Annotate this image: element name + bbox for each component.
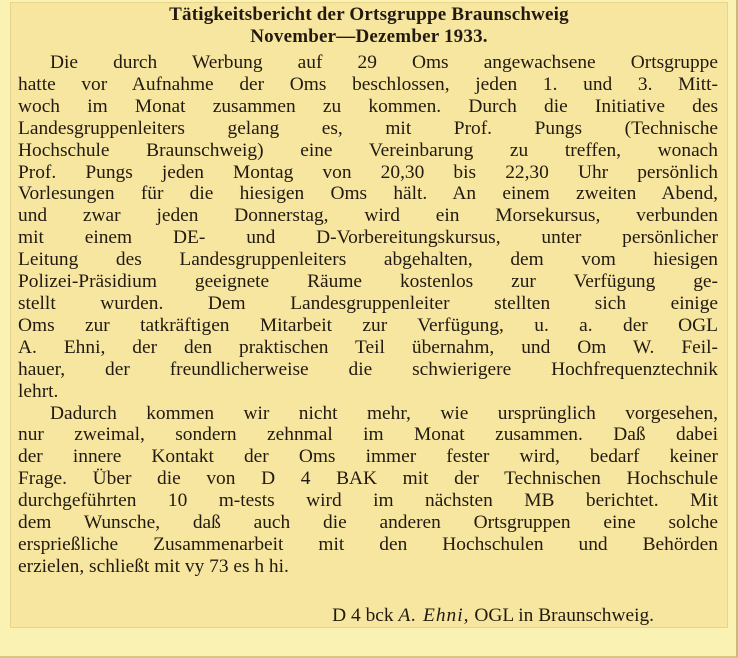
text-line: Prof. Pungs jeden Montag von 20,30 bis 22,30 Uhr persönlich — [18, 161, 718, 183]
article-title: Tätigkeitsbericht der Ortsgruppe Braunschweig — [169, 4, 569, 25]
text-line: Vorlesungen für die hiesigen Oms hält. An einem zweiten Abend, — [18, 183, 718, 205]
newspaper-clipping — [10, 2, 728, 628]
signature-callsign: D 4 bck — [332, 605, 394, 626]
text-line: stellt wurden. Dem Landesgruppenleiter stellten sich einige — [18, 292, 718, 314]
text-line: hauer, der freundlicherweise die schwierigere Hochfrequenztechnik — [18, 358, 718, 380]
text-line: Die durch Werbung auf 29 Oms angewachsene Ortsgruppe — [50, 52, 718, 73]
text-line: dem Wunsche, daß auch die anderen Ortsgruppen eine solche — [18, 512, 718, 534]
text-line: erzielen, schließt mit vy 73 es h hi. — [18, 555, 289, 577]
text-line: lehrt. — [18, 380, 59, 402]
signature-name: A. Ehni, — [398, 605, 470, 626]
article-headline — [10, 2, 728, 48]
article-body — [18, 52, 718, 578]
text-line: hatte vor Aufnahme der Oms beschlossen, jeden 1. und 3. Mitt- — [18, 73, 718, 95]
text-line: Hochschule Braunschweig) eine Vereinbarung zu treffen, wonach — [18, 139, 718, 161]
text-line: und zwar jeden Donnerstag, wird ein Morsekursus, verbunden — [18, 205, 718, 227]
signature — [332, 605, 654, 627]
text-line: Leitung des Landesgruppenleiters abgehalten, dem vom hiesigen — [18, 249, 718, 271]
text-line: Frage. Über die von D 4 BAK mit der Technischen Hochschule — [18, 468, 718, 490]
text-line: durchgeführten 10 m-tests wird im nächsten MB berichtet. Mit — [18, 490, 718, 512]
text-line: Landesgruppenleiters gelang es, mit Prof. Pungs (Technische — [18, 117, 718, 139]
text-line: nur zweimal, sondern zehnmal im Monat zusammen. Daß dabei — [18, 424, 718, 446]
paragraph-2 — [18, 403, 718, 578]
text-line: woch im Monat zusammen zu kommen. Durch die Initiative des — [18, 95, 718, 117]
signature-role: OGL in Braunschweig. — [474, 605, 654, 626]
text-line: A. Ehni, der den praktischen Teil übernahm, und Om W. Feil- — [18, 336, 718, 358]
article-period: November—Dezember 1933. — [250, 26, 488, 47]
paragraph-1 — [18, 52, 718, 403]
text-line: Oms zur tatkräftigen Mitarbeit zur Verfügung, u. a. der OGL — [18, 314, 718, 336]
text-line: ersprießliche Zusammenarbeit mit den Hochschulen und Behörden — [18, 533, 718, 555]
text-line: Polizei-Präsidium geeignete Räume kostenlos zur Verfügung ge- — [18, 271, 718, 293]
text-line: der innere Kontakt der Oms immer fester wird, bedarf keiner — [18, 446, 718, 468]
text-line: mit einem DE- und D-Vorbereitungskursus, unter persönlicher — [18, 227, 718, 249]
text-line: Dadurch kommen wir nicht mehr, wie ursprünglich vorgesehen, — [50, 402, 718, 424]
